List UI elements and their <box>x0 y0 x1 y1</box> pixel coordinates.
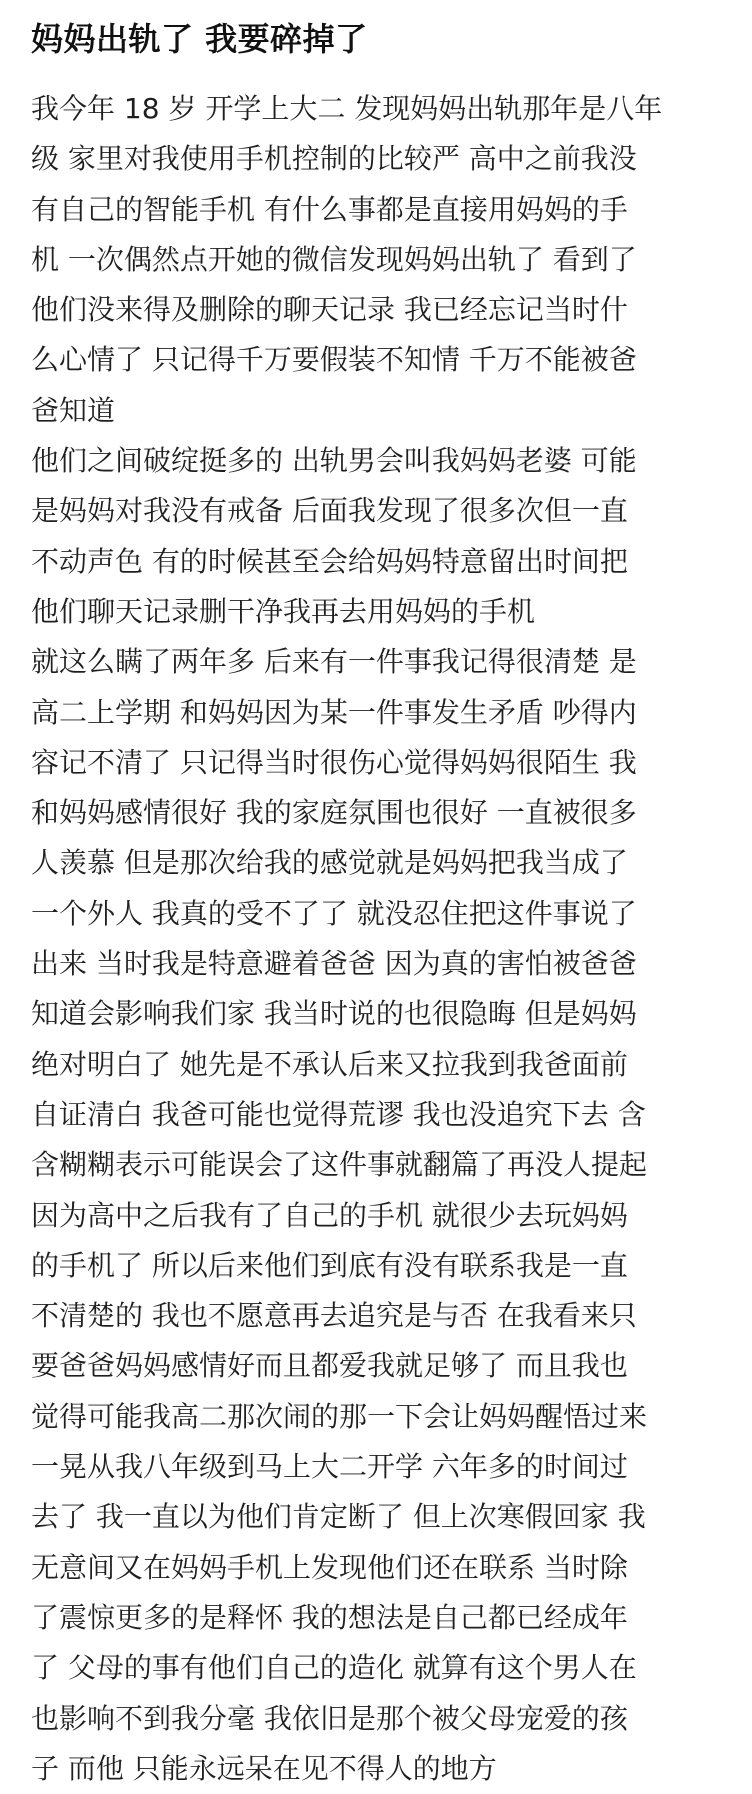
post-line: 无意间又在妈妈手机上发现他们还在联系 当时除 <box>31 1550 628 1584</box>
post-line: 要爸爸妈妈感情好而且都爱我就足够了 而且我也 <box>31 1349 628 1383</box>
post-line: 人羡慕 但是那次给我的感觉就是妈妈把我当成了 <box>31 846 628 880</box>
post-line: 他们之间破绽挺多的 出轨男会叫我妈妈老婆 可能 <box>31 444 637 478</box>
post-line: 的手机了 所以后来他们到底有没有联系我是一直 <box>31 1248 628 1282</box>
post-line: 爸知道 <box>31 393 116 427</box>
post-line: 他们没来得及删除的聊天记录 我已经忘记当时什 <box>31 293 628 327</box>
post-line: 么心情了 只记得千万要假装不知情 千万不能被爸 <box>31 343 637 377</box>
post-line: 也影响不到我分毫 我依旧是那个被父母宠爱的孩 <box>31 1701 628 1735</box>
post-line: 是妈妈对我没有戒备 后面我发现了很多次但一直 <box>31 494 628 528</box>
post-line: 去了 我一直以为他们肯定断了 但上次寒假回家 我 <box>31 1500 646 1534</box>
post-line: 有自己的智能手机 有什么事都是直接用妈妈的手 <box>31 192 628 226</box>
post-line: 知道会影响我们家 我当时说的也很隐晦 但是妈妈 <box>31 997 637 1031</box>
post-line: 不清楚的 我也不愿意再去追究是与否 在我看来只 <box>31 1299 637 1333</box>
post-line: 出来 当时我是特意避着爸爸 因为真的害怕被爸爸 <box>31 947 637 981</box>
post-line: 机 一次偶然点开她的微信发现妈妈出轨了 看到了 <box>31 242 637 276</box>
post-line: 绝对明白了 她先是不承认后来又拉我到我爸面前 <box>31 1047 628 1081</box>
post-line: 自证清白 我爸可能也觉得荒谬 我也没追究下去 含 <box>31 1097 646 1131</box>
post-line: 高二上学期 和妈妈因为某一件事发生矛盾 吵得内 <box>31 695 637 729</box>
post-line: 不动声色 有的时候甚至会给妈妈特意留出时间把 <box>31 544 628 578</box>
post-line: 因为高中之后我有了自己的手机 就很少去玩妈妈 <box>31 1198 628 1232</box>
post-body <box>31 84 732 1794</box>
post-line: 我今年 18 岁 开学上大二 发现妈妈出轨那年是八年 <box>31 92 663 125</box>
post-line: 了震惊更多的是释怀 我的想法是自己都已经成年 <box>31 1600 628 1634</box>
post-line: 和妈妈感情很好 我的家庭氛围也很好 一直被很多 <box>31 796 637 830</box>
post-title: 妈妈出轨了 我要碎掉了 <box>31 20 368 58</box>
post-line: 子 而他 只能永远呆在见不得人的地方 <box>31 1751 497 1785</box>
post-line: 他们聊天记录删干净我再去用妈妈的手机 <box>31 594 536 628</box>
post-line: 一个外人 我真的受不了了 就没忍住把这件事说了 <box>31 896 637 930</box>
post-line: 就这么瞒了两年多 后来有一件事我记得很清楚 是 <box>31 645 637 679</box>
post-line: 一晃从我八年级到马上大二开学 六年多的时间过 <box>31 1450 628 1484</box>
post-line: 级 家里对我使用手机控制的比较严 高中之前我没 <box>31 142 637 176</box>
post-line: 含糊糊表示可能误会了这件事就翻篇了再没人提起 <box>31 1148 648 1182</box>
post-line: 觉得可能我高二那次闹的那一下会让妈妈醒悟过来 <box>31 1399 648 1433</box>
post-line: 容记不清了 只记得当时很伤心觉得妈妈很陌生 我 <box>31 745 637 779</box>
post-line: 了 父母的事有他们自己的造化 就算有这个男人在 <box>31 1651 637 1685</box>
